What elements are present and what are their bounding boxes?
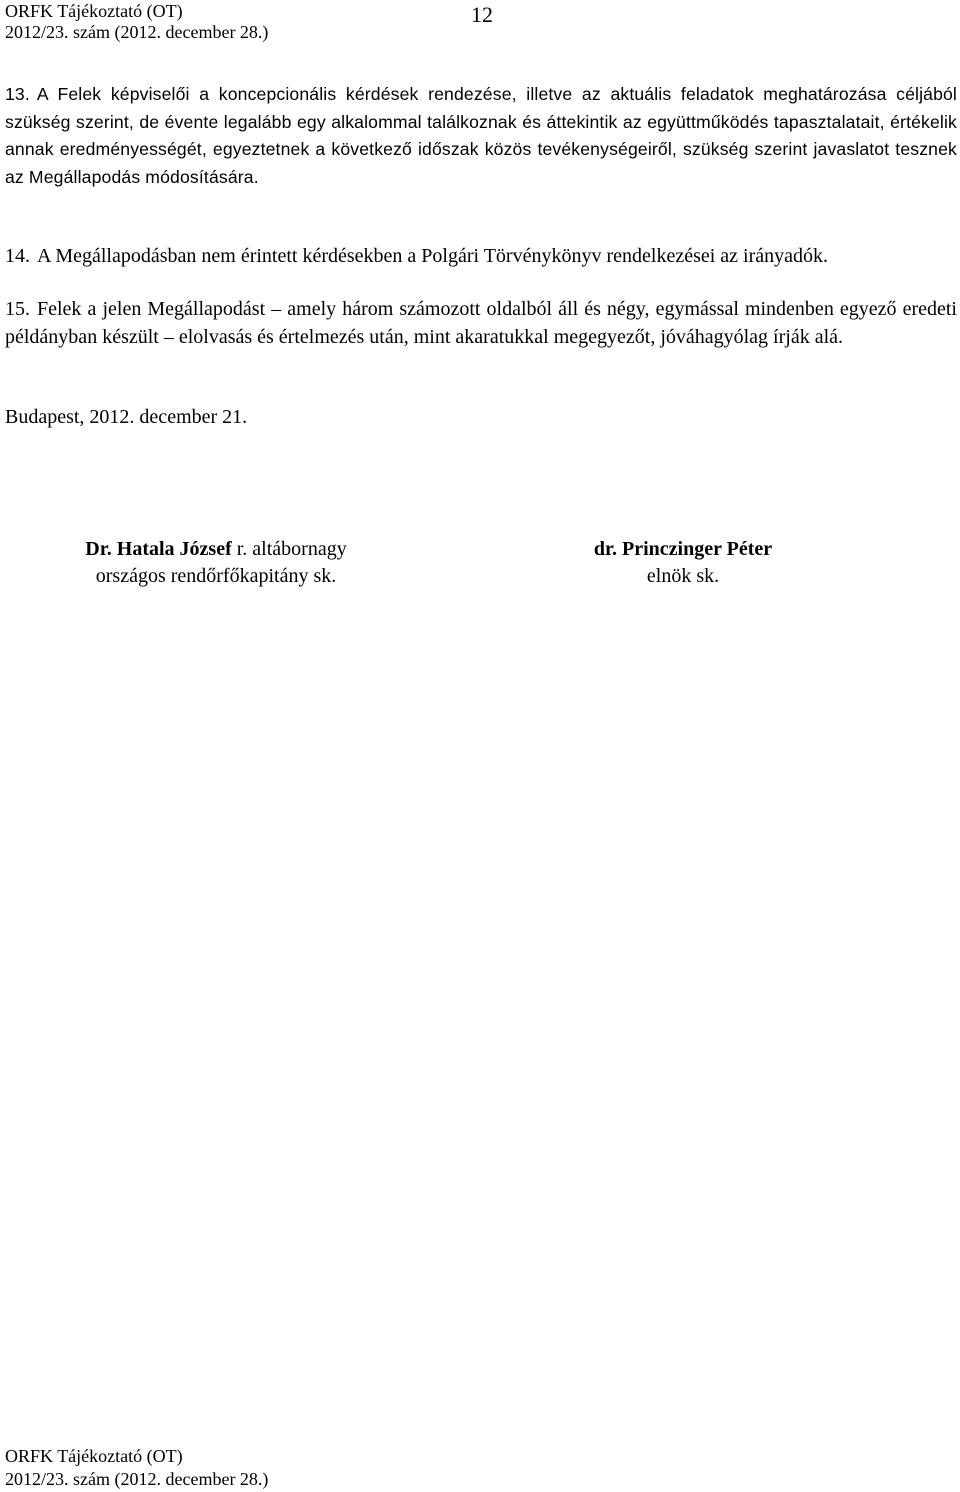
- signatory-title: elnök sk.: [646, 565, 720, 587]
- signatory-name: Dr. Hatala József: [85, 538, 232, 560]
- paragraph-text: A Megállapodásban nem érintett kérdésekben a Polgári Törvénykönyv rendelkezései az irányadók.: [37, 245, 829, 267]
- signature-right: [552, 536, 814, 590]
- paragraph-15: [5, 296, 957, 351]
- paragraph-text: Felek a jelen Megállapodást – amely három számozott oldalból áll és négy, egymással mindenben egyező eredeti példányban készült – elolvasás és értelmezés után, mint akaratukkal megegyezőt, jóváhagyólag írják alá.: [5, 298, 957, 348]
- paragraph-14: [5, 243, 957, 271]
- paragraph-number: 13.: [5, 84, 30, 104]
- paragraph-13: [5, 81, 957, 191]
- page-number: 12: [471, 2, 493, 27]
- footer-issue: 2012/23. szám (2012. december 28.): [5, 1469, 269, 1489]
- place-date: Budapest, 2012. december 21.: [5, 406, 248, 428]
- paragraph-number: 14.: [5, 245, 30, 267]
- footer-title: ORFK Tájékoztató (OT): [5, 1446, 183, 1466]
- header-issue: 2012/23. szám (2012. december 28.): [5, 22, 269, 42]
- signatory-title: országos rendőrfőkapitány sk.: [95, 565, 337, 587]
- signature-left: [62, 536, 370, 590]
- paragraph-text: A Felek képviselői a koncepcionális kérdések rendezése, illetve az aktuális feladatok meghatározása céljából szükség szerint, de évente legalább egy alkalommal találkoznak és áttekintik az együttműködés tapasztalatait, értékelik annak eredményességét, egyeztetnek a következő időszak közös tevékenységeiről, szükség szerint javaslatot tesznek az Megállapodás módosítására.: [5, 84, 957, 187]
- signatory-rank: r. altábornagy: [231, 538, 347, 560]
- signatory-name: dr. Princzinger Péter: [593, 538, 773, 560]
- paragraph-number: 15.: [5, 298, 30, 320]
- header-title: ORFK Tájékoztató (OT): [5, 1, 183, 21]
